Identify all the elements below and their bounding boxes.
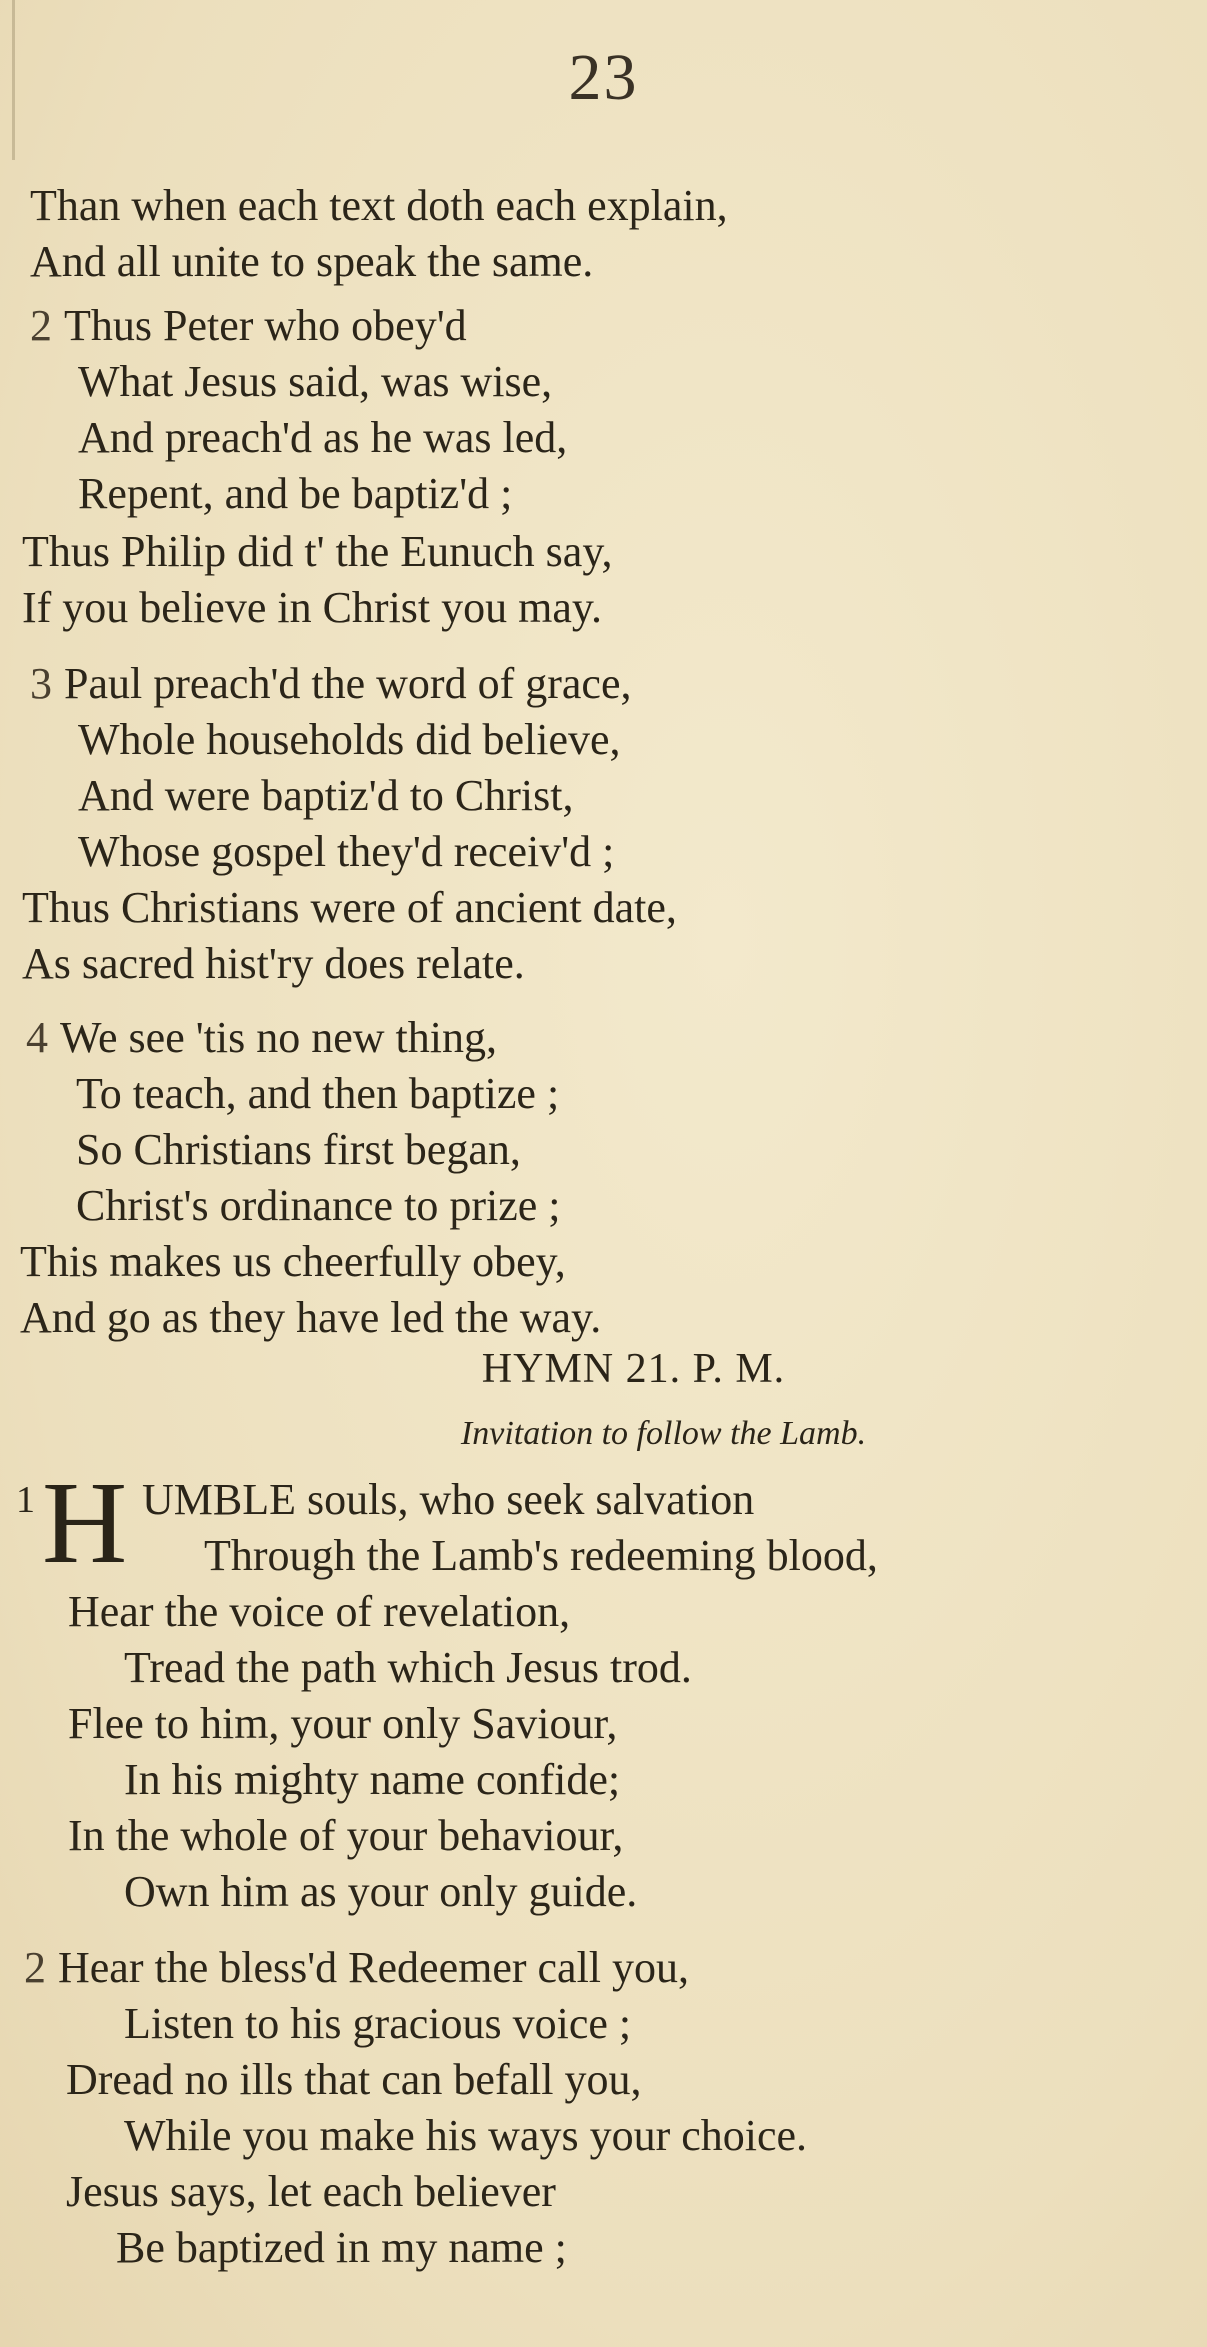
stanza-number: 2 [30, 301, 52, 350]
verse-line: Christ's ordinance to prize ; [76, 1181, 561, 1230]
verse-line: And all unite to speak the same. [30, 237, 594, 286]
stanza-number: 3 [30, 659, 52, 708]
verse-line: Hear the voice of revelation, [68, 1587, 571, 1636]
verse-line: In his mighty name confide; [124, 1755, 621, 1804]
verse-line: Thus Christians were of ancient date, [22, 883, 677, 932]
stanza-2-first-line [30, 300, 467, 352]
verse-line: Own him as your only guide. [124, 1867, 638, 1916]
verse-line: Thus Peter who obey'd [64, 301, 467, 350]
verse-line: And go as they have led the way. [20, 1293, 602, 1342]
verse-line: Thus Philip did t' the Eunuch say, [22, 527, 613, 576]
stanza-number: 1 [16, 1479, 35, 1521]
stanza-number: 4 [26, 1013, 48, 1062]
page-number: 23 [568, 41, 639, 114]
verse-line: If you believe in Christ you may. [22, 583, 603, 632]
stanza-3-first-line [30, 658, 631, 710]
verse-line: As sacred hist'ry does relate. [22, 939, 525, 988]
verse-line: Jesus says, let each believer [66, 2167, 556, 2216]
verse-line: While you make his ways your choice. [124, 2111, 808, 2160]
verse-line: Dread no ills that can befall you, [66, 2055, 642, 2104]
stanza-number: 2 [24, 1943, 46, 1992]
verse-line: To teach, and then baptize ; [76, 1069, 560, 1118]
verse-line: Listen to his gracious voice ; [124, 1999, 632, 2048]
verse-line: We see 'tis no new thing, [60, 1013, 497, 1062]
verse-line: Hear the bless'd Redeemer call you, [58, 1943, 690, 1992]
hymn-heading: HYMN 21. P. M. [481, 1346, 786, 1392]
verse-line: Be baptized in my name ; [116, 2223, 567, 2272]
verse-line: Paul preach'd the word of grace, [64, 659, 632, 708]
verse-line: Tread the path which Jesus trod. [124, 1643, 692, 1692]
verse-line: Through the Lamb's redeeming blood, [204, 1531, 878, 1580]
verse-line: Whose gospel they'd receiv'd ; [78, 827, 615, 876]
drop-cap: H [42, 1457, 128, 1588]
hymn-subtitle: Invitation to follow the Lamb. [460, 1415, 867, 1452]
verse-line: Repent, and be baptiz'd ; [78, 469, 513, 518]
stanza-4-first-line [26, 1012, 497, 1064]
verse-line: Than when each text doth each explain, [30, 181, 728, 230]
verse-line: So Christians first began, [76, 1125, 521, 1174]
verse-line: This makes us cheerfully obey, [20, 1237, 566, 1286]
verse-line: Flee to him, your only Saviour, [68, 1699, 618, 1748]
verse-line: And were baptiz'd to Christ, [78, 771, 574, 820]
stanza-2-first-line [24, 1942, 689, 1994]
verse-line: UMBLE souls, who seek salvation [142, 1475, 755, 1524]
verse-line: In the whole of your behaviour, [68, 1811, 624, 1860]
verse-line: What Jesus said, was wise, [78, 357, 553, 406]
verse-line: Whole households did believe, [78, 715, 621, 764]
verse-line: And preach'd as he was led, [78, 413, 568, 462]
